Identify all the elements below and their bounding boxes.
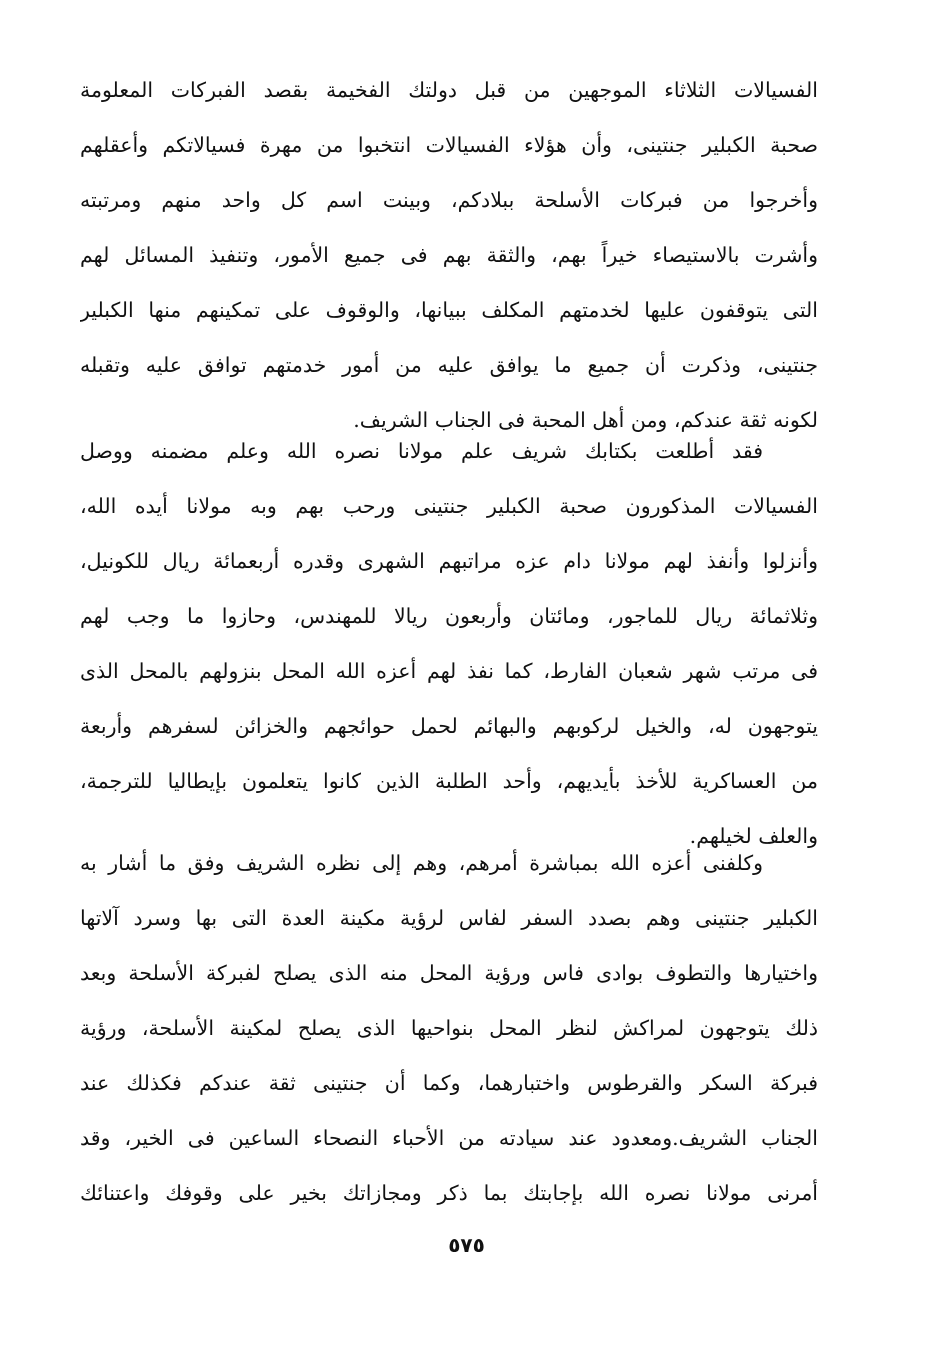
text-line: والعلف لخيلهم.: [689, 824, 818, 848]
paragraph-2: [80, 424, 818, 864]
text-line: وأشرت بالاستيصاء خيراً بهم، والثقة بهم فى جميع الأمور، وتنفيذ المسائل لهم: [80, 243, 818, 267]
text-line: وكلفنى أعزه الله بمباشرة أمرهم، وهم إلى نظره الشريف وفق ما أشار به: [80, 851, 763, 875]
text-line: يتوجهون له، والخيل لركوبهم والبهائم لحمل حوائجهم والخزائن لسفرهم وأربعة: [80, 714, 818, 738]
text-line: من العساكرية للأخذ بأيديهم، وأحد الطلبة الذين كانوا يتعلمون بإيطاليا للترجمة،: [80, 769, 818, 793]
text-line: صحبة الكبلير جنتينى، وأن هؤلاء الفسيالات انتخبوا من مهرة فسيالاتكم وأعقلهم: [80, 133, 818, 157]
paragraph-1: [80, 63, 818, 448]
text-line: الجناب الشريف.ومعدود عند سيادته من الأحباء النصحاء الساعين فى الخير، وقد: [80, 1126, 818, 1150]
text-line: فقد أطلعت بكتابك شريف علم مولانا نصره الله وعلم مضمنه ووصل: [80, 439, 763, 463]
text-line: واختيارها والتطوف بوادى فاس ورؤية المحل منه الذى يصلح لفبركة الأسلحة وبعد: [80, 961, 818, 985]
text-line: الفسيالات المذكورون صحبة الكبلير جنتينى ورحب بهم وبه مولانا أيده الله،: [80, 494, 818, 518]
text-line: فى مرتب شهر شعبان الفارط، كما نفذ لهم أعزه الله المحل بنزولهم بالمحل الذى: [80, 659, 818, 683]
text-line: الكبلير جنتينى وهم بصدد السفر لفاس لرؤية مكينة العدة التى بها وسرد آلاتها: [80, 906, 818, 930]
text-line: لكونه ثقة عندكم، ومن أهل المحبة فى الجناب الشريف.: [353, 408, 818, 432]
text-line: وثلاثمائة ريال للماجور، ومائتان وأربعون ريالا للمهندس، وحازوا ما وجب لهم: [80, 604, 818, 628]
text-line: وأخرجوا من فبركات الأسلحة ببلادكم، وبينت اسم كل واحد منهم ومرتبته: [80, 188, 818, 212]
text-line: فبركة السكر والقرطوس واختبارهما، وكما أن جنتينى ثقة عندكم فكذلك عند: [80, 1071, 818, 1095]
text-line: ذلك يتوجهون لمراكش لنظر المحل بنواحيها الذى يصلح لمكينة الأسلحة، ورؤية: [80, 1016, 818, 1040]
paragraph-3: [80, 836, 818, 1221]
text-line: أمرنى مولانا نصره الله بإجابتك بما ذكر ومجازاتك بخير على وقوفك واعتنائك: [80, 1181, 818, 1205]
text-line: جنتينى، وذكرت أن جميع ما يوافق عليه من أمور خدمتهم توافق عليه وتقبله: [80, 353, 818, 377]
page-number: ٥٧٥: [448, 1233, 485, 1257]
text-line: الفسيالات الثلاثاء الموجهين من قبل دولتك الفخيمة بقصد الفبركات المعلومة: [80, 78, 818, 102]
text-line: التى يتوقفون عليها لخدمتهم المكلف ببيانها، والوقوف على تمكينهم منها الكبلير: [80, 298, 818, 322]
text-line: وأنزلوا وأنفذ لهم مولانا دام عزه مراتبهم الشهرى وقدره أربعمائة ريال للكونيل،: [80, 549, 818, 573]
